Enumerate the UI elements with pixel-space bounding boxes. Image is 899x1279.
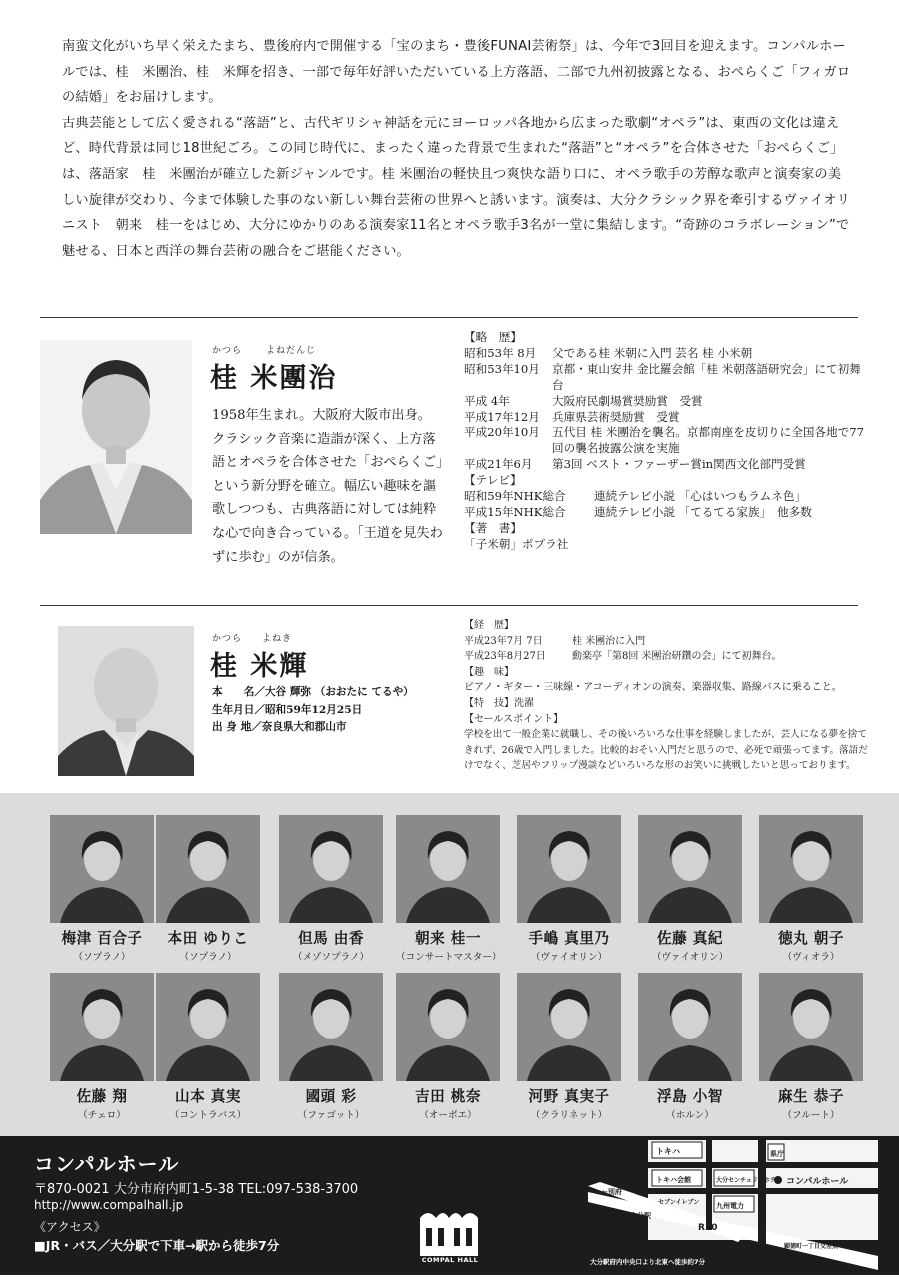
divider-1	[40, 317, 858, 318]
portrait-icon	[58, 626, 194, 776]
career-text: 五代目 桂 米團治を襲名。京都南座を皮切りに全国各地で77回の襲名披露公演を実施	[552, 425, 864, 456]
cast-name: 但馬 由香	[298, 930, 364, 947]
career-heading: 【経 歴】	[464, 620, 514, 631]
career-row	[464, 649, 869, 665]
books-text: 「子米朝」ポプラ社	[464, 536, 569, 551]
cast-name: 吉田 桃奈	[415, 1088, 481, 1105]
map-label-hotel: 大分センチュリーホテル	[716, 1177, 782, 1184]
selling-text: 学校を出て一般企業に就職し、その後いろいろな仕事を経験しましたが、芸人になる夢を捨てきれず、26歳で入門しました。比較的おそい入門だと思うので、必死で頑張ってます。落語だけでなく、芝居やフリップ漫談などいろいろな形のお笑いに挑戦したいと思っております。	[464, 729, 868, 771]
cast-photo	[638, 815, 742, 923]
portrait-icon	[50, 815, 154, 923]
cast-member	[396, 815, 500, 963]
portrait-icon	[517, 973, 621, 1081]
career-text: 父である桂 米朝に入門 芸名 桂 小米朝	[552, 345, 753, 360]
birth-date: 生年月日／昭和59年12月25日	[212, 703, 363, 716]
cast-role: （オーボエ）	[419, 1110, 477, 1121]
cast-photo	[156, 973, 260, 1081]
access-title: 《アクセス》	[34, 1220, 106, 1234]
tv-date: 昭和59年NHK総合	[464, 489, 566, 504]
cast-member	[279, 973, 383, 1121]
selling-heading: 【セールスポイント】	[464, 713, 564, 725]
hall-name: コンパルホール	[34, 1152, 180, 1176]
map-label-kencho: 県庁	[770, 1150, 784, 1158]
career-date: 平成23年8月27日	[464, 651, 546, 663]
performer2-name: 桂 米輝	[210, 651, 309, 682]
performer2-photo	[58, 626, 194, 776]
career-date: 昭和53年10月	[464, 361, 540, 376]
skill-heading	[464, 696, 869, 712]
portrait-icon	[759, 815, 863, 923]
portrait-icon	[396, 815, 500, 923]
cast-role: （ヴァイオリン）	[651, 952, 729, 963]
cast-role: （フルート）	[782, 1110, 840, 1121]
career-date: 昭和53年 8月	[464, 345, 537, 360]
career-row	[464, 457, 864, 473]
portrait-icon	[156, 815, 260, 923]
career-row	[464, 394, 864, 410]
cast-name: 本田 ゆりこ	[167, 930, 249, 947]
map-label-betsufu: ←別府	[602, 1188, 622, 1196]
portrait-icon	[517, 815, 621, 923]
map-label-jr-station: JR大分駅	[622, 1212, 651, 1220]
cast-photo	[759, 815, 863, 923]
performer1-photo	[40, 340, 192, 534]
career-date: 平成17年12月	[464, 409, 540, 424]
career-text: 大阪府民劇場賞奨励賞 受賞	[552, 393, 703, 408]
tv-row	[464, 489, 864, 505]
career-row	[464, 346, 864, 362]
cast-member	[156, 973, 260, 1121]
cast-photo	[50, 973, 154, 1081]
compal-hall-logo-icon	[416, 1204, 482, 1258]
career-date: 平成 4年	[464, 393, 510, 408]
cast-name: 河野 真実子	[528, 1088, 610, 1105]
hobby-text: ピアノ・ギター・三味線・アコーディオンの演奏、楽器収集、路線バスに乗ること。	[464, 682, 842, 694]
cast-member	[279, 815, 383, 963]
cast-name: 佐藤 翔	[76, 1088, 128, 1105]
cast-role: （ヴァイオリン）	[530, 952, 608, 963]
access-map	[588, 1136, 888, 1275]
portrait-icon	[396, 973, 500, 1081]
tv-date: 平成15年NHK総合	[464, 504, 566, 519]
cast-member	[50, 815, 154, 963]
map-label-tokiwa-kaikan: トキハ会館	[656, 1176, 691, 1184]
intro-paragraph-2: 古典芸能として広く愛される“落語”と、古代ギリシャ神話を元にヨーロッパ各地から広まった歌劇“オペラ”は、東西の文化は違えど、時代背景は同じ18世紀ごろ。この同じ時代に、まったく違った背景で生まれた“落語”と“オペラ”を合体させた「おぺらくご」は、落語家 桂 米團治が確立した新ジャンルです。桂 米團治の軽快且つ爽快な語り口に、オペラ歌手の芳醇な歌声と演奏家の美しい旋律が交わり、今まで体験した事のない新しい舞台芸術の世界へと誘います。演奏は、大分クラシック界を牽引するヴァイオリニスト 朝来 桂一をはじめ、大分にゆかりのある演奏家11名とオペラ歌手3名が一堂に集結します。“奇跡のコラボレーション”で魅せる、日本と西洋の舞台芸術の融合をご堪能ください。	[62, 115, 851, 259]
cast-name: 國頭 彩	[305, 1088, 357, 1105]
cast-member	[517, 973, 621, 1121]
cast-role: （ホルン）	[666, 1110, 714, 1121]
tv-text: 連続テレビ小説 「てるてる家族」 他多数	[594, 504, 812, 519]
career-date: 平成20年10月	[464, 425, 540, 440]
cast-role: （ファゴット）	[297, 1110, 365, 1121]
career-text: 第3回 ベスト・ファーザー賞in関西文化部門受賞	[552, 457, 806, 472]
access-directions: ■JR・バス／大分駅で下車→駅から徒歩7分	[34, 1238, 280, 1253]
performer1-bio: 1958年生まれ。大阪府大阪市出身。クラシック音楽に造詣が深く、上方落語とオペラを合体させた「おぺらくご」という新分野を確立。幅広い趣味を謳歌しつつも、古典落語に対しては純粋な心で向き合っている。「王道を見失わずに歩む」のが信条。	[212, 408, 443, 565]
cast-member	[759, 973, 863, 1121]
cast-name: 朝来 桂一	[415, 930, 481, 947]
performer2-ruby-family: かつら	[212, 634, 243, 644]
cast-role: （ヴィオラ）	[782, 952, 840, 963]
cast-member	[517, 815, 621, 963]
cast-name: 山本 真実	[175, 1088, 241, 1105]
cast-name: 手嶋 真里乃	[528, 930, 610, 947]
map-label-kyuden: 九州電力	[716, 1202, 744, 1210]
portrait-icon	[156, 973, 260, 1081]
career-text: 兵庫県芸術奨励賞 受賞	[552, 409, 680, 424]
birthplace: 出 身 地／奈良県大和郡山市	[212, 721, 347, 734]
career-row	[464, 425, 864, 457]
cast-photo	[279, 973, 383, 1081]
cast-photo	[638, 973, 742, 1081]
performer2-ruby-given: よねき	[262, 634, 293, 644]
performer1-name: 桂 米團治	[210, 363, 338, 394]
cast-photo	[50, 815, 154, 923]
skill-text: 洗濯	[514, 697, 534, 709]
career-text: 桂 米團治に入門	[572, 635, 646, 647]
career-text: 京都・東山安井 金比羅会館「桂 米朝落語研究会」にて初舞台	[552, 361, 861, 392]
performer1-ruby-given: よねだんじ	[266, 346, 317, 356]
cast-photo	[279, 815, 383, 923]
cast-name: 浮島 小智	[657, 1088, 723, 1105]
portrait-icon	[759, 973, 863, 1081]
cast-member	[638, 973, 742, 1121]
career-date: 平成23年7月 7日	[464, 635, 543, 647]
cast-member	[156, 815, 260, 963]
cast-name: 徳丸 朝子	[778, 930, 844, 947]
portrait-icon	[638, 815, 742, 923]
cast-name: 麻生 恭子	[778, 1088, 844, 1105]
cast-role: （メゾソプラノ）	[292, 952, 370, 963]
map-label-intersection: 顕徳町一丁目交差点	[784, 1243, 839, 1250]
cast-name: 佐藤 真紀	[657, 930, 723, 947]
performer1-career	[464, 330, 864, 553]
performer2-career	[464, 618, 869, 773]
portrait-icon	[279, 815, 383, 923]
map-label-tokiwa: トキハ	[656, 1147, 680, 1156]
tv-text: 連続テレビ小説 「心はいつもラムネ色」	[594, 489, 807, 504]
cast-photo	[396, 973, 500, 1081]
portrait-icon	[40, 340, 192, 534]
career-heading: 【略 歴】	[464, 330, 522, 344]
divider-2	[40, 605, 858, 606]
cast-photo	[396, 815, 500, 923]
cast-photo	[759, 973, 863, 1081]
portrait-icon	[50, 973, 154, 1081]
cast-role: （コンサートマスター）	[396, 952, 502, 963]
tv-row	[464, 505, 864, 521]
career-row	[464, 410, 864, 426]
tv-heading: 【テレビ】	[464, 473, 522, 488]
career-row	[464, 634, 869, 650]
skill-label: 【特 技】	[464, 697, 514, 709]
cast-member	[759, 815, 863, 963]
cast-section	[0, 793, 899, 1136]
cast-photo	[517, 815, 621, 923]
performer1-ruby-family: かつら	[212, 346, 243, 356]
cast-role: （ソプラノ）	[73, 952, 131, 963]
intro-text	[62, 34, 852, 264]
logo-text: COMPAL HALL	[421, 1256, 479, 1264]
career-text: 動楽亭「第8回 米團治研鑽の会」にて初舞台。	[572, 651, 782, 663]
books-heading: 【著 書】	[464, 520, 522, 535]
map-label-seven: セブンイレブン	[658, 1199, 700, 1206]
cast-role: （コントラバス）	[169, 1110, 247, 1121]
hobby-heading: 【趣 味】	[464, 666, 514, 678]
cast-member	[638, 815, 742, 963]
footer	[0, 1136, 899, 1275]
portrait-icon	[638, 973, 742, 1081]
real-name: 本 名／大谷 輝弥 （おおたに てるや）	[212, 686, 414, 698]
portrait-icon	[279, 973, 383, 1081]
cast-photo	[517, 973, 621, 1081]
career-date: 平成21年6月	[464, 457, 533, 472]
performer2-profile	[212, 684, 452, 737]
map-label-compal: コンパルホール	[786, 1177, 849, 1187]
cast-role: （チェロ）	[78, 1110, 126, 1121]
cast-photo	[156, 815, 260, 923]
cast-name: 梅津 百合子	[61, 930, 143, 947]
cast-role: （ソプラノ）	[179, 952, 237, 963]
map-label-walk: 大分駅府内中央口より北東へ徒歩約7分	[590, 1258, 706, 1266]
map-graphic	[588, 1136, 888, 1275]
hall-address: 〒870-0021 大分市府内町1-5-38 TEL:097-538-3700	[34, 1182, 359, 1197]
cast-member	[396, 973, 500, 1121]
cast-role: （クラリネット）	[530, 1110, 608, 1121]
cast-member	[50, 973, 154, 1121]
career-row	[464, 362, 864, 394]
intro-paragraph-1: 南蛮文化がいち早く栄えたまち、豊後府内で開催する「宝のまち・豊後FUNAI芸術祭」は、今年で3回目を迎えます。コンパルホールでは、桂 米團治、桂 米輝を招き、一部で毎年好評いただいている上方落語、二部で九州初披露となる、おぺらくご「フィガロの結婚」をお届けします。	[62, 39, 851, 106]
hall-url-link[interactable]: http://www.compalhall.jp	[34, 1198, 184, 1212]
map-label-r10: R10	[698, 1223, 718, 1233]
